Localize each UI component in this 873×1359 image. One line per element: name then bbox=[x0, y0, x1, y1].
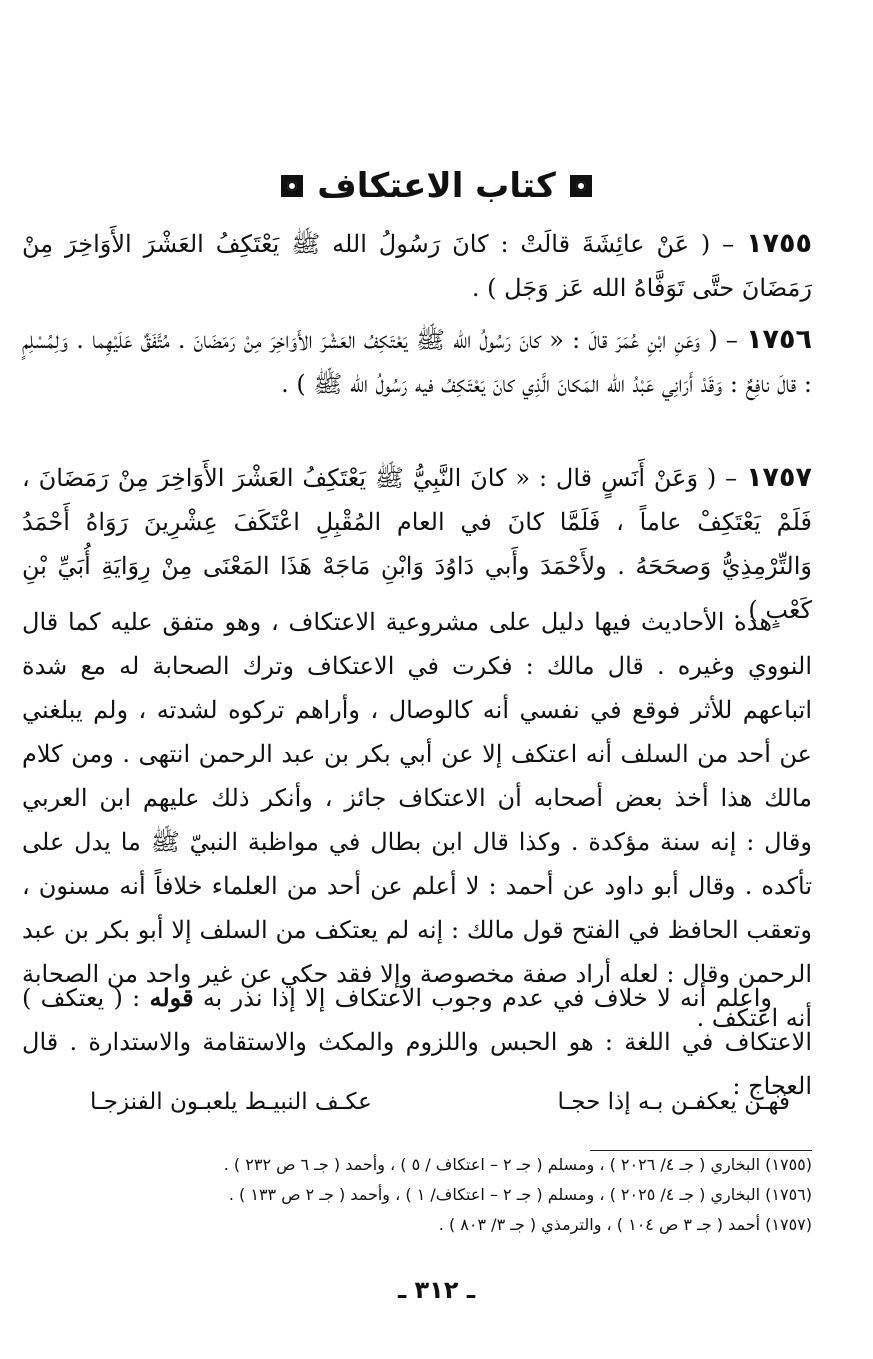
chapter-title-block bbox=[281, 160, 592, 212]
ornament-icon bbox=[570, 175, 592, 197]
footnote-divider bbox=[590, 1150, 812, 1151]
chapter-heading bbox=[0, 160, 873, 212]
poetry-verse bbox=[90, 1082, 790, 1122]
hadith-1756 bbox=[22, 318, 812, 406]
page-number: ـ ٣١٢ ـ bbox=[397, 1276, 476, 1304]
verse-hemistich-second: عكـف النبيـط يلعبـون الفنزجـا bbox=[90, 1089, 372, 1115]
footnote-1757: (١٧٥٧) أحمد ( جـ ٣ ص ١٠٤ ) ، والترمذي ( جـ ٣/ ٨٠٣ ) . bbox=[438, 1215, 812, 1234]
hadith-text: – ( وَعَنْ أَنَسٍ قال : « كانَ النَّبِيُّ ﷺ يَعْتَكِفُ العَشْرَ الأَوَاخِرَ مِنْ رَمَضَانَ ، فَلَمْ يَعْتَكِفْ عاماً ، فَلَمَّا كانَ في العام المُقْبِلِ اعْتَكَفَ عِشْرِينَ رَوَاهُ أَحْمَدُ وَالتِّرْمِذِيُّ وَصحَحَهُ . ولأَحْمَدَ وأَبي دَاوُدَ وَابْنِ مَاجَهْ هَذَا المَعْنَى مِنْ رِوَايَةِ أُبَيِّ بْنِ كَعْبٍ ) . bbox=[22, 464, 812, 624]
hadith-number: ١٧٥٧ bbox=[746, 462, 812, 493]
hadith-text: – ( وَعَنِ ابْنِ عُمَرَ قالَ : « كانَ رَسُولُ الله ﷺ يَعْتَكِفُ العَشْرَ الأَوَاخِرَ مِنْ رَمَضَانَ . مُتَّفَقٌ عَلَيْهِما . وَلِمُسْلِمٍ : قالَ نافِعٌ : وَقَدْ أَرَانِي عَبْدُ الله المَكانَ الَّذِي كانَ يَعْتَكِفُ فيه رَسُولُ الله ﷺ ) . bbox=[22, 326, 812, 398]
hadith-1755 bbox=[22, 222, 812, 310]
hadith-number: ١٧٥٥ bbox=[746, 228, 812, 259]
chapter-title: كتاب الاعتكاف bbox=[317, 166, 556, 206]
commentary-paragraph-1: هذه الأحاديث فيها دليل على مشروعية الاعتكاف ، وهو متفق عليه كما قال النووي وغيره . قال مالك : فكرت في الاعتكاف وترك الصحابة له مع شدة اتباعهم للأثر فوقع في نفسي أنه كالوصال ، وأراهم تركوه لشدته ، ولم يبلغني عن أحد من السلف أنه اعتكف إلا عن أبي بكر بن عبد الرحمن انتهى . ومن كلام مالك هذا أخذ بعض أصحابه أن الاعتكاف جائز ، وأنكر ذلك عليهم ابن العربي وقال : إنه سنة مؤكدة . وكذا قال ابن بطال في مواظبة النبيّ ﷺ ما يدل على تأكده . وقال أبو داود عن أحمد : لا أعلم عن أحد من العلماء خلافاً أنه مسنون ، وتعقب الحافظ في الفتح قول مالك : إنه لم يعتكف من السلف إلا أبو بكر بن عبد الرحمن وقال : لعله أراد صفة مخصوصة وإلا فقد حكي عن غير واحد من الصحابة أنه اعتكف . bbox=[22, 608, 812, 1032]
verse-hemistich-first: فهـن يعكفـن بـه إذا حجـا bbox=[557, 1089, 790, 1115]
commentary-keyword: قوله bbox=[149, 983, 194, 1012]
hadith-number: ١٧٥٦ bbox=[746, 324, 812, 355]
ornament-icon bbox=[281, 175, 303, 197]
footnote-1755: (١٧٥٥) البخاري ( جـ ٤/ ٢٠٢٦ ) ، ومسلم ( جـ ٢ – اعتكاف / ٥ ) ، وأحمد ( جـ ٦ ص ٢٣٢ ) . bbox=[223, 1155, 812, 1174]
commentary-text: واعلم أنه لا خلاف في عدم وجوب الاعتكاف إلا إذا نذر به bbox=[193, 984, 772, 1012]
hadith-text: – ( عَنْ عائِشَةَ قالَتْ : كانَ رَسُولُ الله ﷺ يَعْتَكِفُ العَشْرَ الأَوَاخِرَ مِنْ رَمَضَانَ حتَّى تَوَفَّاهُ الله عَز وَجَل ) . bbox=[22, 230, 812, 302]
commentary-text: : ( يعتكف ) الاعتكاف في اللغة : هو الحبس واللزوم والمكث والاستقامة والاستدارة . قال العجاج : bbox=[22, 984, 812, 1100]
footnote-1756: (١٧٥٦) البخاري ( جـ ٤/ ٢٠٢٥ ) ، ومسلم ( جـ ٢ – اعتكاف/ ١ ) ، وأحمد ( جـ ٢ ص ١٣٣ ) . bbox=[228, 1185, 812, 1204]
